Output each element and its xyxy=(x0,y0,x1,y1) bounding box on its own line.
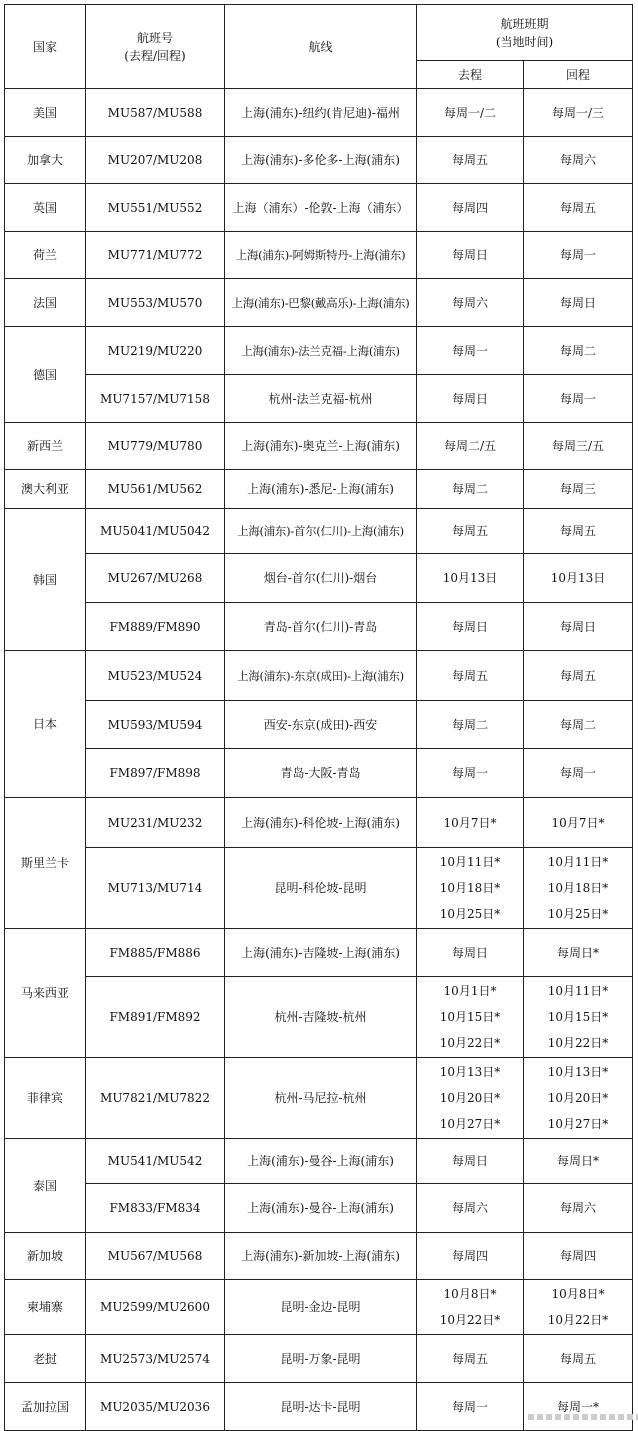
schedule-date: 每周一 xyxy=(559,248,596,262)
schedule-date: 10月25日* xyxy=(547,907,609,921)
route-cell: 杭州-马尼拉-杭州 xyxy=(225,1058,417,1139)
return-schedule-cell xyxy=(524,848,633,929)
schedule-date: 10月20日* xyxy=(439,1091,501,1105)
outbound-schedule-cell xyxy=(417,1058,524,1139)
table-row xyxy=(5,1335,633,1383)
return-schedule-cell xyxy=(524,1335,633,1383)
header-schedule-sub: (当地时间) xyxy=(495,34,554,49)
return-schedule-cell xyxy=(524,509,633,554)
schedule-date: 每周日 xyxy=(559,619,596,634)
outbound-schedule-cell xyxy=(417,232,524,279)
return-schedule-cell xyxy=(524,1280,633,1335)
schedule-body xyxy=(5,89,633,1431)
flight-number-cell: MU7821/MU7822 xyxy=(86,1058,225,1139)
table-row xyxy=(5,929,633,977)
return-schedule-cell xyxy=(524,798,633,848)
route-cell: 昆明-科伦坡-昆明 xyxy=(225,848,417,929)
flight-number-cell: FM897/FM898 xyxy=(86,749,225,798)
schedule-date: 每周二 xyxy=(451,482,488,496)
schedule-date: 10月13日* xyxy=(439,1065,501,1079)
table-row xyxy=(5,509,633,554)
outbound-schedule-cell xyxy=(417,929,524,977)
outbound-schedule-cell xyxy=(417,749,524,798)
route-cell: 上海(浦东)-奥克兰-上海(浦东) xyxy=(225,423,417,470)
schedule-date: 每周一 xyxy=(451,1399,488,1414)
route-cell: 上海(浦东)-新加坡-上海(浦东) xyxy=(225,1233,417,1280)
return-schedule-cell xyxy=(524,423,633,470)
return-schedule-cell xyxy=(524,184,633,232)
header-route: 航线 xyxy=(225,5,417,89)
outbound-schedule-cell xyxy=(417,137,524,184)
schedule-date: 10月1日* xyxy=(443,984,497,998)
flight-number-cell: MU771/MU772 xyxy=(86,232,225,279)
flight-number-cell: MU779/MU780 xyxy=(86,423,225,470)
flight-number-cell: MU2035/MU2036 xyxy=(86,1383,225,1431)
flight-number-cell: MU541/MU542 xyxy=(86,1139,225,1184)
schedule-date: 10月25日* xyxy=(439,907,501,921)
outbound-schedule-cell xyxy=(417,375,524,423)
schedule-date: 10月13日 xyxy=(442,571,498,585)
schedule-date: 10月22日* xyxy=(547,1036,609,1050)
country-cell: 马来西亚 xyxy=(5,929,86,1058)
schedule-date: 10月27日* xyxy=(439,1117,501,1131)
outbound-schedule-cell xyxy=(417,509,524,554)
country-cell: 老挝 xyxy=(5,1335,86,1383)
schedule-date: 10月11日* xyxy=(439,855,501,869)
header-outbound: 去程 xyxy=(417,61,524,89)
flight-schedule-table xyxy=(4,4,633,1431)
schedule-date: 每周五 xyxy=(451,1351,488,1366)
schedule-date: 10月13日 xyxy=(550,571,606,585)
country-cell: 孟加拉国 xyxy=(5,1383,86,1431)
schedule-date: 10月13日* xyxy=(547,1065,609,1079)
outbound-schedule-cell xyxy=(417,977,524,1058)
route-cell: 杭州-吉隆坡-杭州 xyxy=(225,977,417,1058)
country-cell: 韩国 xyxy=(5,509,86,651)
outbound-schedule-cell xyxy=(417,279,524,327)
schedule-date: 每周日 xyxy=(559,295,596,310)
outbound-schedule-cell xyxy=(417,327,524,375)
header-flight-number xyxy=(86,5,225,89)
schedule-date: 10月18日* xyxy=(547,881,609,895)
schedule-date: 10月11日* xyxy=(547,855,609,869)
flight-number-cell: MU561/MU562 xyxy=(86,470,225,509)
route-cell: 上海(浦东)-纽约(肯尼迪)-福州 xyxy=(225,89,417,137)
schedule-date: 每周三/五 xyxy=(551,439,605,453)
schedule-date: 10月11日* xyxy=(547,984,609,998)
schedule-date: 每周一/三 xyxy=(551,105,605,120)
schedule-date: 每周二 xyxy=(559,343,596,358)
table-row xyxy=(5,232,633,279)
table-row xyxy=(5,749,633,798)
country-cell: 菲律宾 xyxy=(5,1058,86,1139)
return-schedule-cell xyxy=(524,1383,633,1431)
return-schedule-cell xyxy=(524,327,633,375)
schedule-date: 每周五 xyxy=(559,524,596,538)
schedule-date: 10月15日* xyxy=(547,1010,609,1024)
return-schedule-cell xyxy=(524,929,633,977)
return-schedule-cell xyxy=(524,137,633,184)
header-flight-number-sub: (去程/回程) xyxy=(124,48,186,63)
flight-number-cell: FM891/FM892 xyxy=(86,977,225,1058)
route-cell: 昆明-达卡-昆明 xyxy=(225,1383,417,1431)
schedule-date: 每周日* xyxy=(556,1154,599,1168)
route-cell: 上海(浦东)-东京(成田)-上海(浦东) xyxy=(225,651,417,701)
route-cell: 上海(浦东)-多伦多-上海(浦东) xyxy=(225,137,417,184)
schedule-date: 每周四 xyxy=(559,1249,596,1263)
schedule-date: 10月22日* xyxy=(439,1036,501,1050)
schedule-date: 每周五 xyxy=(559,1351,596,1366)
country-cell: 法国 xyxy=(5,279,86,327)
flight-number-cell: MU587/MU588 xyxy=(86,89,225,137)
schedule-date: 每周六 xyxy=(451,295,488,310)
schedule-date: 10月22日* xyxy=(439,1313,501,1327)
return-schedule-cell xyxy=(524,603,633,651)
schedule-date: 每周日* xyxy=(556,945,599,960)
outbound-schedule-cell xyxy=(417,848,524,929)
schedule-date: 每周四 xyxy=(451,200,488,215)
schedule-date: 每周六 xyxy=(559,153,596,167)
country-cell: 美国 xyxy=(5,89,86,137)
outbound-schedule-cell xyxy=(417,603,524,651)
schedule-date: 每周日 xyxy=(451,391,488,406)
country-cell: 日本 xyxy=(5,651,86,798)
return-schedule-cell xyxy=(524,1233,633,1280)
route-cell: 上海(浦东)-阿姆斯特丹-上海(浦东) xyxy=(225,232,417,279)
outbound-schedule-cell xyxy=(417,1184,524,1233)
watermark-strip xyxy=(528,1414,638,1420)
country-cell: 加拿大 xyxy=(5,137,86,184)
table-row xyxy=(5,184,633,232)
schedule-date: 每周日 xyxy=(451,1154,488,1168)
route-cell: 上海(浦东)-法兰克福-上海(浦东) xyxy=(225,327,417,375)
table-row xyxy=(5,977,633,1058)
flight-number-cell: MU267/MU268 xyxy=(86,554,225,603)
schedule-date: 每周一/二 xyxy=(443,105,497,120)
country-cell: 斯里兰卡 xyxy=(5,798,86,929)
outbound-schedule-cell xyxy=(417,1139,524,1184)
schedule-date: 10月15日* xyxy=(439,1010,501,1024)
header-flight-number-label: 航班号 xyxy=(136,30,173,45)
table-row xyxy=(5,470,633,509)
route-cell: 昆明-金边-昆明 xyxy=(225,1280,417,1335)
route-cell: 上海(浦东)-首尔(仁川)-上海(浦东) xyxy=(225,509,417,554)
flight-number-cell: MU7157/MU7158 xyxy=(86,375,225,423)
table-row xyxy=(5,1233,633,1280)
route-cell: 上海(浦东)-巴黎(戴高乐)-上海(浦东) xyxy=(225,279,417,327)
table-row xyxy=(5,327,633,375)
schedule-date: 每周五 xyxy=(559,668,596,683)
return-schedule-cell xyxy=(524,1184,633,1233)
flight-number-cell: FM833/FM834 xyxy=(86,1184,225,1233)
outbound-schedule-cell xyxy=(417,423,524,470)
schedule-date: 10月20日* xyxy=(547,1091,609,1105)
flight-number-cell: FM885/FM886 xyxy=(86,929,225,977)
flight-number-cell: MU231/MU232 xyxy=(86,798,225,848)
table-row xyxy=(5,1058,633,1139)
header-schedule xyxy=(417,5,633,61)
route-cell: 上海(浦东)-科伦坡-上海(浦东) xyxy=(225,798,417,848)
schedule-date: 每周三 xyxy=(559,482,596,496)
table-row xyxy=(5,89,633,137)
schedule-date: 每周二/五 xyxy=(443,439,497,453)
schedule-date: 每周二 xyxy=(451,717,488,732)
schedule-date: 每周二 xyxy=(559,717,596,732)
schedule-date: 每周一 xyxy=(559,391,596,406)
schedule-date: 10月7日* xyxy=(551,815,605,830)
route-cell: 杭州-法兰克福-杭州 xyxy=(225,375,417,423)
country-cell: 新加坡 xyxy=(5,1233,86,1280)
flight-number-cell: MU2599/MU2600 xyxy=(86,1280,225,1335)
return-schedule-cell xyxy=(524,89,633,137)
route-cell: 青岛-大阪-青岛 xyxy=(225,749,417,798)
flight-number-cell: MU2573/MU2574 xyxy=(86,1335,225,1383)
route-cell: 青岛-首尔(仁川)-青岛 xyxy=(225,603,417,651)
schedule-date: 10月22日* xyxy=(547,1313,609,1327)
table-row xyxy=(5,848,633,929)
route-cell: 昆明-万象-昆明 xyxy=(225,1335,417,1383)
return-schedule-cell xyxy=(524,749,633,798)
flight-number-cell: MU567/MU568 xyxy=(86,1233,225,1280)
route-cell: 上海(浦东)-曼谷-上海(浦东) xyxy=(225,1139,417,1184)
schedule-date: 10月27日* xyxy=(547,1117,609,1131)
return-schedule-cell xyxy=(524,232,633,279)
schedule-date: 每周日 xyxy=(451,248,488,262)
outbound-schedule-cell xyxy=(417,701,524,749)
route-cell: 上海(浦东)-吉隆坡-上海(浦东) xyxy=(225,929,417,977)
header-country: 国家 xyxy=(5,5,86,89)
table-row xyxy=(5,651,633,701)
table-row xyxy=(5,701,633,749)
return-schedule-cell xyxy=(524,701,633,749)
country-cell: 泰国 xyxy=(5,1139,86,1233)
outbound-schedule-cell xyxy=(417,798,524,848)
country-cell: 德国 xyxy=(5,327,86,423)
schedule-date: 每周五 xyxy=(451,668,488,683)
country-cell: 英国 xyxy=(5,184,86,232)
flight-number-cell: MU5041/MU5042 xyxy=(86,509,225,554)
table-row xyxy=(5,554,633,603)
flight-number-cell: MU713/MU714 xyxy=(86,848,225,929)
route-cell: 烟台-首尔(仁川)-烟台 xyxy=(225,554,417,603)
table-row xyxy=(5,1139,633,1184)
schedule-date: 每周六 xyxy=(451,1201,488,1215)
flight-number-cell: MU593/MU594 xyxy=(86,701,225,749)
schedule-date: 10月8日* xyxy=(443,1287,497,1301)
table-row xyxy=(5,1184,633,1233)
route-cell: 上海(浦东)-悉尼-上海(浦东) xyxy=(225,470,417,509)
return-schedule-cell xyxy=(524,651,633,701)
return-schedule-cell xyxy=(524,1058,633,1139)
flight-number-cell: FM889/FM890 xyxy=(86,603,225,651)
header-return: 回程 xyxy=(524,61,633,89)
country-cell: 柬埔寨 xyxy=(5,1280,86,1335)
return-schedule-cell xyxy=(524,977,633,1058)
table-row xyxy=(5,1383,633,1431)
schedule-date: 每周一 xyxy=(559,766,596,780)
outbound-schedule-cell xyxy=(417,1280,524,1335)
country-cell: 新西兰 xyxy=(5,423,86,470)
schedule-date: 每周一 xyxy=(451,766,488,780)
schedule-date: 每周一* xyxy=(556,1399,599,1414)
table-row xyxy=(5,603,633,651)
schedule-date: 10月18日* xyxy=(439,881,501,895)
return-schedule-cell xyxy=(524,470,633,509)
table-row xyxy=(5,137,633,184)
table-row xyxy=(5,423,633,470)
schedule-date: 每周日 xyxy=(451,945,488,960)
schedule-date: 每周日 xyxy=(451,619,488,634)
outbound-schedule-cell xyxy=(417,470,524,509)
return-schedule-cell xyxy=(524,1139,633,1184)
table-row xyxy=(5,375,633,423)
return-schedule-cell xyxy=(524,279,633,327)
country-cell: 荷兰 xyxy=(5,232,86,279)
table-row xyxy=(5,798,633,848)
route-cell: 西安-东京(成田)-西安 xyxy=(225,701,417,749)
schedule-date: 每周五 xyxy=(451,524,488,538)
header-schedule-label: 航班班期 xyxy=(500,16,549,31)
flight-number-cell: MU207/MU208 xyxy=(86,137,225,184)
outbound-schedule-cell xyxy=(417,651,524,701)
schedule-date: 每周一 xyxy=(451,343,488,358)
return-schedule-cell xyxy=(524,554,633,603)
table-row xyxy=(5,279,633,327)
flight-number-cell: MU523/MU524 xyxy=(86,651,225,701)
outbound-schedule-cell xyxy=(417,1233,524,1280)
outbound-schedule-cell xyxy=(417,1335,524,1383)
route-cell: 上海（浦东）-伦敦-上海（浦东） xyxy=(225,184,417,232)
route-cell: 上海(浦东)-曼谷-上海(浦东) xyxy=(225,1184,417,1233)
outbound-schedule-cell xyxy=(417,89,524,137)
outbound-schedule-cell xyxy=(417,554,524,603)
flight-number-cell: MU553/MU570 xyxy=(86,279,225,327)
schedule-date: 10月8日* xyxy=(551,1287,605,1301)
table-row xyxy=(5,1280,633,1335)
outbound-schedule-cell xyxy=(417,1383,524,1431)
flight-number-cell: MU551/MU552 xyxy=(86,184,225,232)
schedule-date: 10月7日* xyxy=(443,815,497,830)
return-schedule-cell xyxy=(524,375,633,423)
schedule-date: 每周五 xyxy=(451,153,488,167)
flight-number-cell: MU219/MU220 xyxy=(86,327,225,375)
schedule-date: 每周四 xyxy=(451,1249,488,1263)
schedule-date: 每周六 xyxy=(559,1201,596,1215)
outbound-schedule-cell xyxy=(417,184,524,232)
schedule-date: 每周五 xyxy=(559,200,596,215)
country-cell: 澳大利亚 xyxy=(5,470,86,509)
